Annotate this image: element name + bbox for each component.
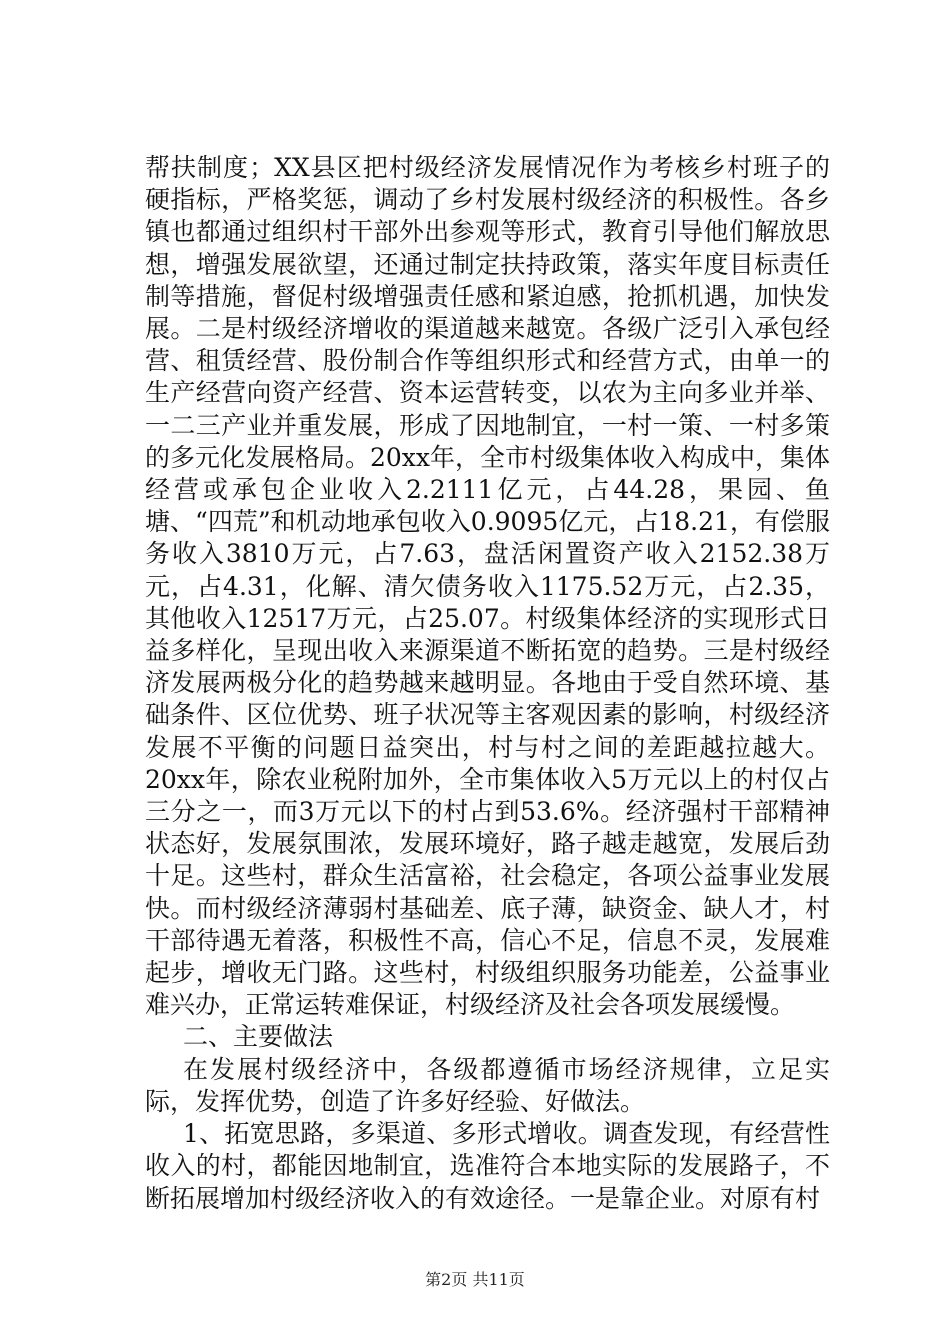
page-number-footer: 第2页 共11页 bbox=[425, 1270, 525, 1289]
paragraph-4: 1、拓宽思路，多渠道、多形式增收。调查发现，有经营性收入的村，都能因地制宜，选准符合本地实际的发展路子，不断拓展增加村级经济收入的有效途径。一是靠企业。对原有村 bbox=[145, 1119, 830, 1213]
section-heading-main-practices: 二、主要做法 bbox=[183, 1022, 334, 1052]
document-body bbox=[145, 152, 830, 1215]
paragraph-3: 在发展村级经济中，各级都遵循市场经济规律，立足实际，发挥优势，创造了许多好经验、好做法。 bbox=[145, 1054, 830, 1116]
paragraph-1: 帮扶制度；XX县区把村级经济发展情况作为考核乡村班子的硬指标，严格奖惩，调动了乡村发展村级经济的积极性。各乡镇也都通过组织村干部外出参观等形式，教育引导他们解放思想，增强发展欲望，还通过制定扶持政策，落实年度目标责任制等措施，督促村级增强责任感和紧迫感，抢抓机遇，加快发展。二是村级经济增收的渠道越来越宽。各级广泛引入承包经营、租赁经营、股份制合作等组织形式和经营方式，由单一的生产经营向资产经营、资本运营转变，以农为主向多业并举、一二三产业并重发展，形成了因地制宜，一村一策、一村多策的多元化发展格局。20xx年，全市村级集体收入构成中，集体经营或承包企业收入2.2111亿元，占44.28，果园、鱼塘、“四荒”和机动地承包收入0.9095亿元，占18.21，有偿服务收入3810万元，占7.63，盘活闲置资产收入2152.38万元，占4.31，化解、清欠债务收入1175.52万元，占2.35，其他收入12517万元，占25.07。村级集体经济的实现形式日益多样化，呈现出收入来源渠道不断拓宽的趋势。三是村级经济发展两极分化的趋势越来越明显。各地由于受自然环境、基础条件、区位优势、班子状况等主客观因素的影响，村级经济发展不平衡的问题日益突出，村与村之间的差距越拉越大。20xx年，除农业税附加外，全市集体收入5万元以上的村仅占三分之一，而3万元以下的村占到53.6%。经济强村干部精神状态好，发展氛围浓，发展环境好，路子越走越宽，发展后劲十足。这些村，群众生活富裕，社会稳定，各项公益事业发展快。而村级经济薄弱村基础差、底子薄，缺资金、缺人才，村干部待遇无着落，积极性不高，信心不足，信息不灵，发展难起步，增收无门路。这些村，村级组织服务功能差，公益事业难兴办，正常运转难保证，村级经济及社会各项发展缓慢。 bbox=[145, 153, 831, 1020]
